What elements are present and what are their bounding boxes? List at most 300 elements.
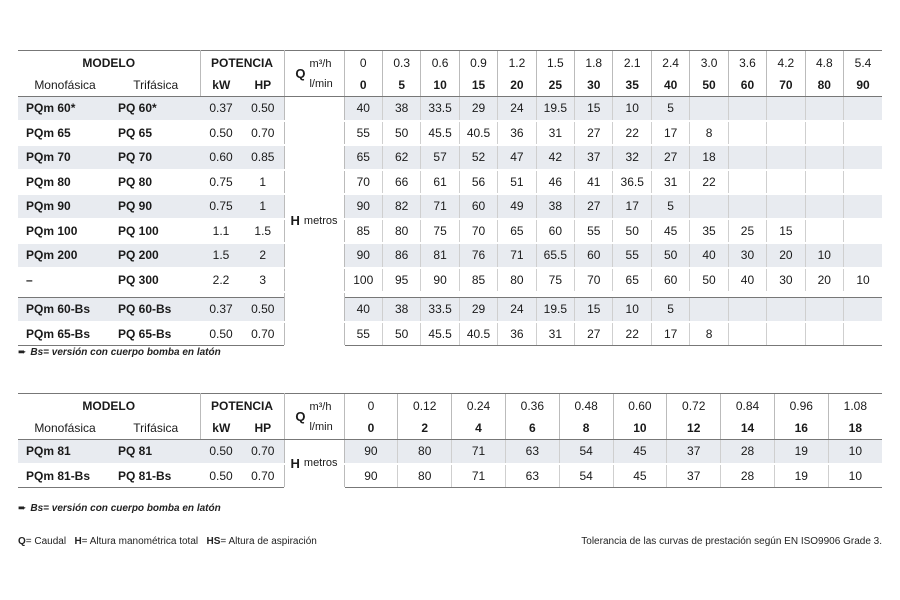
h-label: H: [290, 213, 300, 229]
flow-m3h-value: 0.6: [421, 51, 459, 75]
note-text: Bs= versión con cuerpo bomba en latón: [30, 347, 221, 358]
flow-lmin-value: 20: [498, 74, 536, 97]
head-value: 45: [613, 464, 667, 488]
head-value: 45: [613, 440, 667, 464]
model-monofasica: PQm 81-Bs: [18, 464, 112, 488]
head-value: 36.5: [613, 170, 651, 195]
head-value: 52: [459, 145, 497, 170]
flow-m3h-value: 2.4: [651, 51, 689, 75]
head-value: 60: [459, 194, 497, 219]
head-value: [805, 322, 843, 346]
flow-lmin-value: 10: [421, 74, 459, 97]
legend-q-key: Q: [18, 536, 26, 547]
flow-lmin-value: 25: [536, 74, 574, 97]
head-value: 76: [459, 243, 497, 268]
head-value: 33.5: [421, 97, 459, 121]
model-trifasica: PQ 90: [112, 194, 200, 219]
header-potencia: POTENCIA: [200, 394, 284, 418]
head-value: [767, 322, 805, 346]
head-value: 70: [459, 219, 497, 244]
head-value: 54: [559, 464, 613, 488]
flow-m3h-value: 0.12: [398, 394, 452, 418]
model-trifasica: PQ 60*: [112, 97, 200, 121]
head-value: 19.5: [536, 298, 574, 322]
brass-note-1: [18, 347, 221, 358]
head-value: 19.5: [536, 97, 574, 121]
unit-m3h: m³/h: [309, 57, 332, 70]
head-value: 15: [575, 298, 613, 322]
table-row: [18, 464, 882, 488]
legend-footer: [18, 536, 317, 547]
flow-m3h-value: 1.8: [575, 51, 613, 75]
header-trifasica: Trifásica: [112, 74, 200, 97]
head-value: [767, 170, 805, 195]
head-value: 27: [575, 194, 613, 219]
flow-lmin-value: 8: [559, 417, 613, 440]
head-value: 90: [344, 464, 398, 488]
power-hp: 3: [242, 268, 284, 293]
head-value: 47: [498, 145, 536, 170]
flow-lmin-value: 10: [613, 417, 667, 440]
head-value: 25: [728, 219, 766, 244]
head-value: [728, 97, 766, 121]
flow-m3h-value: 0.3: [382, 51, 420, 75]
power-hp: 1: [242, 194, 284, 219]
flow-lmin-value: 0: [344, 74, 382, 97]
head-value: 28: [721, 464, 775, 488]
flow-m3h-value: 0: [344, 394, 398, 418]
model-trifasica: PQ 80: [112, 170, 200, 195]
model-monofasica: PQm 60-Bs: [18, 298, 112, 322]
power-kw: 0.37: [200, 298, 242, 322]
head-value: 65.5: [536, 243, 574, 268]
table-row: [18, 121, 882, 146]
power-kw: 0.50: [200, 121, 242, 146]
performance-table-pq: [18, 50, 882, 347]
head-value: 22: [613, 121, 651, 146]
note-text: Bs= versión con cuerpo bomba en latón: [30, 503, 221, 514]
flow-m3h-value: 4.2: [767, 51, 805, 75]
head-value: 19: [774, 464, 828, 488]
head-value: 71: [498, 243, 536, 268]
head-value: 55: [575, 219, 613, 244]
head-value: 5: [651, 298, 689, 322]
table-row: [18, 97, 882, 121]
head-value: 75: [536, 268, 574, 293]
head-value: 80: [498, 268, 536, 293]
flow-lmin-value: 40: [651, 74, 689, 97]
header-monofasica: Monofásica: [18, 74, 112, 97]
head-value: 28: [721, 440, 775, 464]
head-value: 19: [774, 440, 828, 464]
flow-m3h-value: 5.4: [844, 51, 882, 75]
head-value: 61: [421, 170, 459, 195]
header-hp: HP: [242, 417, 284, 440]
head-value: 24: [498, 298, 536, 322]
tolerance-note: [581, 536, 882, 547]
head-value: 40: [344, 97, 382, 121]
header-kw: kW: [200, 417, 242, 440]
performance-table-pq81: [18, 393, 882, 489]
head-value: 10: [613, 97, 651, 121]
legend-h-key: H: [74, 536, 82, 547]
head-value: 45.5: [421, 121, 459, 146]
head-value: [805, 170, 843, 195]
head-value: [805, 121, 843, 146]
head-value: 81: [421, 243, 459, 268]
legend-h-text: = Altura manométrica total: [81, 536, 199, 547]
flow-lmin-value: 6: [505, 417, 559, 440]
q-label: Q: [295, 409, 306, 424]
q-label: Q: [295, 66, 306, 81]
head-value: [767, 121, 805, 146]
table-row: [18, 194, 882, 219]
head-value: [728, 194, 766, 219]
flow-m3h-value: 0.60: [613, 394, 667, 418]
head-value: [844, 97, 882, 121]
head-value: 55: [344, 322, 382, 346]
flow-lmin-value: 12: [667, 417, 721, 440]
head-value: 30: [767, 268, 805, 293]
head-value: 5: [651, 194, 689, 219]
flow-m3h-value: 3.0: [690, 51, 728, 75]
flow-m3h-value: 0.48: [559, 394, 613, 418]
flow-m3h-value: 1.2: [498, 51, 536, 75]
header-modelo: MODELO: [18, 51, 200, 75]
head-value: [767, 145, 805, 170]
head-value: [728, 170, 766, 195]
model-trifasica: PQ 100: [112, 219, 200, 244]
model-trifasica: PQ 300: [112, 268, 200, 293]
head-value: 10: [828, 440, 882, 464]
head-value: 82: [382, 194, 420, 219]
head-value: 27: [651, 145, 689, 170]
head-value: [728, 322, 766, 346]
head-value: 32: [613, 145, 651, 170]
head-value: 100: [344, 268, 382, 293]
head-value: 86: [382, 243, 420, 268]
head-value: 90: [344, 243, 382, 268]
head-value: 40.5: [459, 121, 497, 146]
power-hp: 0.70: [242, 464, 284, 488]
power-kw: 1.5: [200, 243, 242, 268]
head-value: 65: [498, 219, 536, 244]
header-monofasica: Monofásica: [18, 417, 112, 440]
power-hp: 0.70: [242, 121, 284, 146]
header-potencia: POTENCIA: [200, 51, 284, 75]
flow-lmin-value: 4: [452, 417, 506, 440]
power-kw: 0.37: [200, 97, 242, 121]
head-value: 10: [613, 298, 651, 322]
head-value: 70: [575, 268, 613, 293]
flow-lmin-value: 15: [459, 74, 497, 97]
head-value: 50: [651, 243, 689, 268]
head-value: 60: [536, 219, 574, 244]
power-hp: 1: [242, 170, 284, 195]
table-row: [18, 170, 882, 195]
header-trifasica: Trifásica: [112, 417, 200, 440]
head-value: 27: [575, 322, 613, 346]
flow-m3h-value: 3.6: [728, 51, 766, 75]
head-value: [728, 121, 766, 146]
flow-lmin-value: 35: [613, 74, 651, 97]
flow-m3h-value: 1.08: [828, 394, 882, 418]
head-value: 38: [536, 194, 574, 219]
h-label: H: [290, 455, 300, 471]
head-value: 31: [536, 322, 574, 346]
head-value: 27: [575, 121, 613, 146]
head-value: 60: [575, 243, 613, 268]
head-value: [767, 194, 805, 219]
power-kw: 0.75: [200, 194, 242, 219]
head-value: [844, 145, 882, 170]
power-kw: 0.50: [200, 322, 242, 346]
head-value: [844, 170, 882, 195]
head-value: [728, 298, 766, 322]
head-value: 80: [398, 440, 452, 464]
head-value: 95: [382, 268, 420, 293]
flow-lmin-value: 18: [828, 417, 882, 440]
flow-lmin-value: 16: [774, 417, 828, 440]
head-value: 8: [690, 322, 728, 346]
head-value: 37: [575, 145, 613, 170]
table-row: [18, 298, 882, 322]
head-value: 90: [344, 194, 382, 219]
head-h-metros: [284, 97, 344, 346]
head-value: 71: [452, 440, 506, 464]
head-value: 38: [382, 97, 420, 121]
head-value: 60: [651, 268, 689, 293]
head-value: 29: [459, 298, 497, 322]
head-value: 37: [667, 440, 721, 464]
head-value: 50: [613, 219, 651, 244]
head-value: 17: [651, 322, 689, 346]
model-monofasica: PQm 65-Bs: [18, 322, 112, 346]
head-value: 51: [498, 170, 536, 195]
table-row: [18, 268, 882, 293]
head-value: 90: [344, 440, 398, 464]
head-h-metros: [284, 440, 344, 488]
table-row: [18, 243, 882, 268]
head-value: 35: [690, 219, 728, 244]
head-value: 80: [398, 464, 452, 488]
tolerance-text: Tolerancia de las curvas de prestación según EN ISO9906 Grade 3.: [581, 536, 882, 547]
head-value: 31: [536, 121, 574, 146]
power-kw: 0.50: [200, 440, 242, 464]
flow-m3h-value: 0.9: [459, 51, 497, 75]
unit-lmin: l/min: [309, 420, 333, 433]
head-value: 15: [575, 97, 613, 121]
model-monofasica: PQm 200: [18, 243, 112, 268]
head-value: [844, 121, 882, 146]
head-value: 65: [344, 145, 382, 170]
flow-lmin-value: 60: [728, 74, 766, 97]
head-value: 45: [651, 219, 689, 244]
head-value: 20: [805, 268, 843, 293]
power-hp: 0.70: [242, 440, 284, 464]
header-row-flow-lmin: [18, 74, 882, 97]
model-monofasica: PQm 60*: [18, 97, 112, 121]
flow-lmin-value: 90: [844, 74, 882, 97]
head-value: 5: [651, 97, 689, 121]
model-trifasica: PQ 65-Bs: [112, 322, 200, 346]
flow-lmin-value: 2: [398, 417, 452, 440]
head-value: [767, 298, 805, 322]
power-hp: 0.70: [242, 322, 284, 346]
power-hp: 0.50: [242, 298, 284, 322]
header-q-unit: [284, 394, 344, 440]
header-kw: kW: [200, 74, 242, 97]
header-modelo: MODELO: [18, 394, 200, 418]
header-q-unit: [284, 51, 344, 97]
table-row: [18, 145, 882, 170]
head-value: 8: [690, 121, 728, 146]
model-monofasica: –: [18, 268, 112, 293]
head-value: [844, 243, 882, 268]
legend-hs-key: HS: [206, 536, 221, 547]
head-value: 63: [505, 464, 559, 488]
head-value: 40: [728, 268, 766, 293]
head-value: [844, 322, 882, 346]
head-value: [805, 97, 843, 121]
model-monofasica: PQm 70: [18, 145, 112, 170]
header-hp: HP: [242, 74, 284, 97]
head-value: 40: [344, 298, 382, 322]
head-value: 65: [613, 268, 651, 293]
flow-m3h-value: 2.1: [613, 51, 651, 75]
head-value: 31: [651, 170, 689, 195]
head-value: 22: [690, 170, 728, 195]
head-value: 18: [690, 145, 728, 170]
head-value: 30: [728, 243, 766, 268]
head-value: 36: [498, 322, 536, 346]
power-hp: 0.85: [242, 145, 284, 170]
power-hp: 0.50: [242, 97, 284, 121]
head-value: 75: [421, 219, 459, 244]
metros-label: metros: [303, 457, 338, 470]
table-row: [18, 440, 882, 464]
header-row-flow-lmin: [18, 417, 882, 440]
flow-lmin-value: 70: [767, 74, 805, 97]
table-row: [18, 219, 882, 244]
head-value: [805, 145, 843, 170]
power-kw: 2.2: [200, 268, 242, 293]
arrow-icon: ➨: [18, 347, 27, 358]
head-value: 90: [421, 268, 459, 293]
metros-label: metros: [303, 214, 338, 227]
head-value: [767, 97, 805, 121]
head-value: [844, 298, 882, 322]
flow-lmin-value: 14: [721, 417, 775, 440]
head-value: 45.5: [421, 322, 459, 346]
head-value: 37: [667, 464, 721, 488]
flow-lmin-value: 80: [805, 74, 843, 97]
arrow-icon: ➨: [18, 503, 27, 514]
head-value: 54: [559, 440, 613, 464]
head-value: 33.5: [421, 298, 459, 322]
head-value: 50: [382, 121, 420, 146]
head-value: 70: [344, 170, 382, 195]
head-value: 17: [613, 194, 651, 219]
legend-q-text: = Caudal: [25, 536, 67, 547]
head-value: 63: [505, 440, 559, 464]
head-value: 66: [382, 170, 420, 195]
power-hp: 2: [242, 243, 284, 268]
head-value: 42: [536, 145, 574, 170]
model-monofasica: PQm 90: [18, 194, 112, 219]
flow-m3h-value: 0.72: [667, 394, 721, 418]
head-value: 40: [690, 243, 728, 268]
model-trifasica: PQ 65: [112, 121, 200, 146]
head-value: 17: [651, 121, 689, 146]
flow-m3h-value: 0.96: [774, 394, 828, 418]
head-value: [728, 145, 766, 170]
head-value: 80: [382, 219, 420, 244]
flow-lmin-value: 0: [344, 417, 398, 440]
power-hp: 1.5: [242, 219, 284, 244]
head-value: 29: [459, 97, 497, 121]
head-value: 36: [498, 121, 536, 146]
head-value: [690, 97, 728, 121]
head-value: 57: [421, 145, 459, 170]
head-value: 56: [459, 170, 497, 195]
flow-m3h-value: 4.8: [805, 51, 843, 75]
head-value: 85: [344, 219, 382, 244]
flow-m3h-value: 1.5: [536, 51, 574, 75]
model-monofasica: PQm 65: [18, 121, 112, 146]
power-kw: 1.1: [200, 219, 242, 244]
flow-lmin-value: 30: [575, 74, 613, 97]
table-row: [18, 322, 882, 346]
model-monofasica: PQm 81: [18, 440, 112, 464]
head-value: 20: [767, 243, 805, 268]
unit-m3h: m³/h: [309, 400, 332, 413]
head-value: 22: [613, 322, 651, 346]
head-value: 62: [382, 145, 420, 170]
head-value: 46: [536, 170, 574, 195]
head-value: 10: [805, 243, 843, 268]
head-value: 24: [498, 97, 536, 121]
unit-lmin: l/min: [309, 77, 333, 90]
flow-lmin-value: 50: [690, 74, 728, 97]
head-value: 49: [498, 194, 536, 219]
model-monofasica: PQm 100: [18, 219, 112, 244]
head-value: 71: [421, 194, 459, 219]
brass-note-2: [18, 503, 221, 514]
flow-m3h-value: 0.24: [452, 394, 506, 418]
header-row-flow-m3h: [18, 51, 882, 75]
model-trifasica: PQ 200: [112, 243, 200, 268]
head-value: [805, 194, 843, 219]
head-value: 10: [828, 464, 882, 488]
head-value: [805, 219, 843, 244]
head-value: 15: [767, 219, 805, 244]
head-value: 50: [690, 268, 728, 293]
head-value: 50: [382, 322, 420, 346]
head-value: 55: [613, 243, 651, 268]
flow-lmin-value: 5: [382, 74, 420, 97]
head-value: 55: [344, 121, 382, 146]
head-value: [690, 194, 728, 219]
model-trifasica: PQ 81: [112, 440, 200, 464]
model-trifasica: PQ 60-Bs: [112, 298, 200, 322]
legend-hs-text: = Altura de aspiración: [220, 536, 317, 547]
head-value: 40.5: [459, 322, 497, 346]
head-value: 85: [459, 268, 497, 293]
head-value: [805, 298, 843, 322]
flow-m3h-value: 0.36: [505, 394, 559, 418]
head-value: 10: [844, 268, 882, 293]
